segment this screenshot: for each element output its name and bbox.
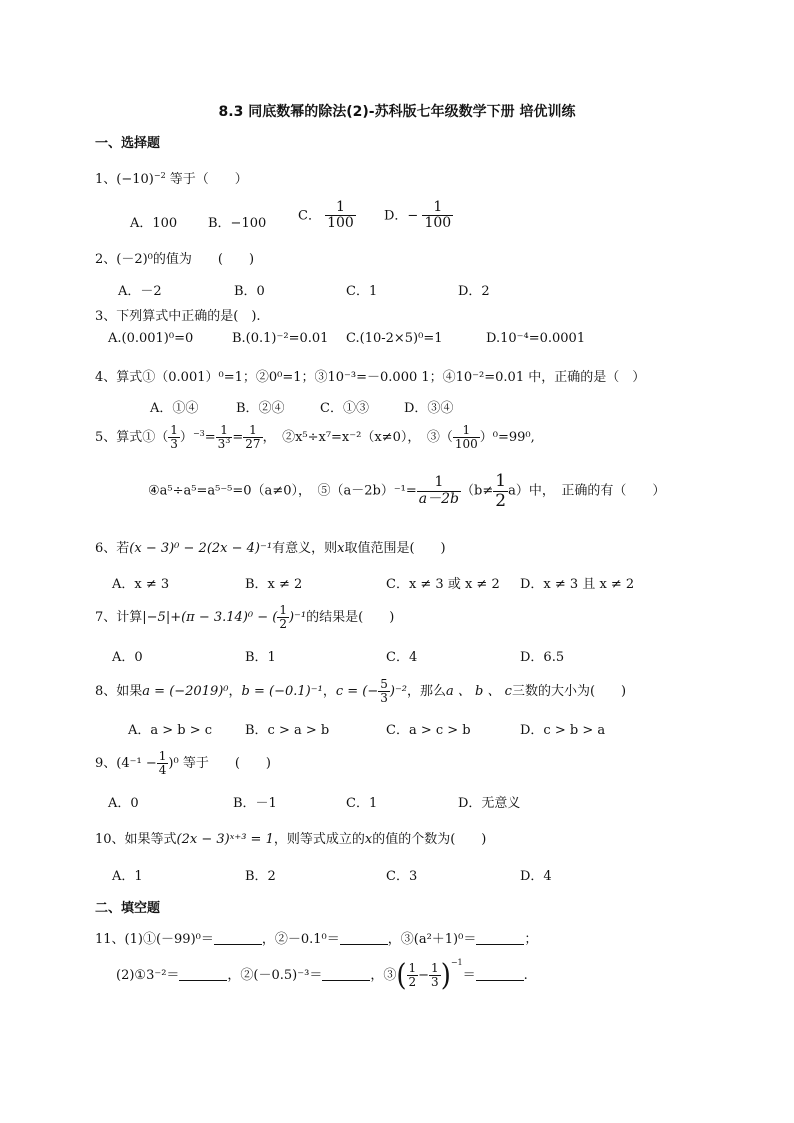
q11-l1c: ，③(a²＋1)⁰＝: [387, 932, 477, 947]
q8-frac: [378, 678, 390, 705]
question-8-stem: [95, 678, 626, 705]
q2-option-b: B．0: [234, 284, 265, 299]
q8-option-d: D．c > b > a: [520, 723, 606, 738]
q1-d-den: 100: [424, 215, 452, 232]
question-1-stem: [95, 168, 248, 187]
q11-blank-1[interactable]: [214, 932, 262, 945]
q5-27-den: 27: [245, 437, 261, 452]
q1-option-c: [298, 200, 356, 232]
q5-cube-base: 3: [217, 437, 226, 452]
q7-option-a: A．0: [112, 650, 143, 665]
q7-frac-den: 2: [279, 617, 287, 632]
q8-b-expr: b = (−0.1)⁻¹: [241, 684, 323, 700]
q9-option-c: C．1: [346, 796, 378, 811]
q5-frac-ab: [417, 475, 461, 507]
q1-option-d: [384, 200, 453, 232]
section-fill-heading: 二、填空题: [95, 901, 161, 916]
q8-stem-a: 8、如果: [95, 684, 143, 700]
question-11-line-1: [95, 928, 537, 947]
q8-option-b: B．c > a > b: [245, 723, 330, 738]
q11-minus: −: [418, 968, 430, 984]
q11-blank-5[interactable]: [322, 968, 370, 981]
q11-frac-half: [407, 962, 419, 989]
q8-frac-den: 3: [380, 691, 388, 706]
q3-option-c: C.(10-2×5)⁰=1: [346, 331, 443, 346]
q10-option-d: D．4: [520, 869, 552, 884]
q8-sep2: ，: [322, 684, 336, 700]
q8-option-c: C．a > c > b: [386, 723, 471, 738]
q5-cube-den: [216, 438, 233, 451]
q11-l1a: 11、(1)①(－99)⁰＝: [95, 932, 214, 947]
q5-frac-num: 1: [170, 423, 178, 437]
q11-end: .: [523, 968, 528, 984]
q8-c-expr-a: c = (−: [335, 684, 379, 700]
q6-var: x: [337, 541, 345, 556]
q9-frac: [157, 750, 169, 777]
q6-option-d: D．x ≠ 3 且 x ≠ 2: [520, 577, 635, 592]
q9-expr-b: )⁰: [168, 756, 179, 772]
q5-line2a: ④a⁵÷a⁵=a⁵⁻⁵=0（a≠0）， ⑤（a－2b）⁻¹=: [148, 483, 417, 499]
q1-option-b: B．−100: [208, 216, 267, 231]
q9-stem: 等于 ( ): [182, 756, 271, 772]
q1-exp: −2: [153, 171, 166, 180]
q11-close-paren: ): [440, 958, 451, 993]
q5-line2c: a）中， 正确的有（ ）: [508, 483, 666, 499]
q7-expr-b: )⁻¹: [288, 610, 307, 626]
q5-p3: ）⁰=99⁰,: [479, 430, 535, 446]
question-5-line-1: [95, 424, 535, 451]
q9-expr-a: (4⁻¹ −: [116, 756, 157, 772]
q1-option-c-fraction: [325, 200, 356, 232]
q10-option-c: C．3: [386, 869, 418, 884]
q4-option-c: C．①③: [320, 401, 369, 416]
q1-c-num: 1: [325, 200, 356, 216]
q5-100-den: 100: [454, 437, 478, 452]
question-10-stem: [95, 828, 486, 847]
q7-option-b: B．1: [245, 650, 276, 665]
q1-option-a: A．100: [130, 216, 178, 231]
q9-frac-den: 4: [158, 763, 167, 778]
q5-ab-num: 1: [417, 475, 461, 491]
q11-l2a: (2)①3⁻²＝: [116, 968, 180, 984]
q5-eq: =: [204, 430, 216, 446]
q8-frac-num: 5: [380, 677, 388, 691]
q11-frac-third: [429, 962, 441, 989]
q9-option-d: D．无意义: [458, 796, 521, 811]
q11-l2d: ＝: [462, 968, 476, 984]
q11-l1d: ；: [524, 932, 538, 947]
page-title: 8.3 同底数幂的除法(2)-苏科版七年级数学下册 培优训练: [218, 104, 576, 120]
q1-base: (−10): [116, 172, 154, 187]
question-11-line-2: [116, 958, 528, 993]
q11-open-paren: (: [396, 958, 407, 993]
q5-p2: ， ②x⁵÷x⁷=x⁻²（x≠0）， ③（: [262, 430, 453, 446]
question-5-line-2: [148, 472, 665, 510]
q7-option-c: C．4: [386, 650, 418, 665]
q5-frac-den: 3: [170, 437, 178, 452]
q11-blank-6[interactable]: [476, 968, 524, 981]
q8-a-expr: a = (−2019)⁰: [142, 684, 229, 700]
q5-cube-num: 1: [216, 424, 233, 438]
q4-option-b: B．②④: [236, 401, 285, 416]
q7-stem-b: 的结果是( ): [306, 610, 395, 626]
q8-stem-b: ，那么: [407, 684, 447, 700]
q7-option-d: D．6.5: [520, 650, 565, 665]
q1-option-c-label: C．: [298, 208, 321, 224]
q9-frac-num: 1: [158, 749, 167, 763]
q9-num: 9、: [95, 756, 117, 772]
q1-c-den: 100: [327, 215, 354, 232]
q11-l2c: ，③: [370, 968, 397, 984]
q5-frac-one-third: [168, 424, 180, 451]
q5-num: 5、算式①（: [95, 430, 169, 446]
q8-abc: a 、 b 、 c: [446, 684, 512, 700]
q1-option-d-fraction: [422, 200, 453, 232]
q6-stem-b: 有意义，则: [272, 541, 338, 556]
q11-third-num: 1: [431, 961, 439, 975]
q2-option-d: D．2: [458, 284, 490, 299]
section-choice-heading: 一、选择题: [95, 136, 161, 151]
question-3-stem: 3、下列算式中正确的是( ).: [95, 309, 261, 324]
q11-l2b: ，②(－0.5)⁻³＝: [227, 968, 323, 984]
q4-option-a: A．①④: [150, 401, 199, 416]
q5-p1: ）: [179, 430, 193, 446]
q10-var: x: [364, 832, 373, 847]
q3-option-b: B.(0.1)⁻²=0.01: [232, 331, 329, 346]
q5-half-num: 1: [495, 471, 507, 491]
q11-blank-4[interactable]: [179, 968, 227, 981]
q5-e1: −3: [192, 429, 205, 439]
q6-expr: (x − 3)⁰ − 2(2x − 4)⁻¹: [129, 541, 273, 556]
q11-l1b: ，②－0.1⁰＝: [261, 932, 340, 947]
question-9-stem: [95, 750, 271, 777]
q5-frac-100: [453, 424, 480, 451]
q6-option-c: C．x ≠ 3 或 x ≠ 2: [386, 577, 500, 592]
q9-option-b: B．－1: [233, 796, 277, 811]
q5-cube-exp: 3: [225, 436, 231, 446]
q8-option-a: A．a > b > c: [128, 723, 213, 738]
question-6-stem: [95, 537, 446, 556]
q11-half-den: 2: [408, 975, 417, 990]
q5-frac-cube: [216, 424, 233, 451]
q10-stem-b: ，则等式成立的: [273, 832, 365, 847]
q5-frac-half: [493, 472, 508, 510]
q6-stem-c: 取值范围是( ): [344, 541, 446, 556]
q6-option-b: B．x ≠ 2: [245, 577, 303, 592]
q10-option-a: A．1: [112, 869, 143, 884]
q1-d-num: 1: [422, 200, 453, 216]
q8-stem-c: 三数的大小为( ): [511, 684, 627, 700]
q2-option-a: A．－2: [118, 284, 162, 299]
q6-stem-a: 6、若: [95, 541, 130, 556]
q4-option-d: D．③④: [404, 401, 454, 416]
q10-expr: (2x − 3)ˣ⁺³ = 1: [176, 832, 274, 847]
q11-blank-3[interactable]: [476, 932, 524, 945]
q5-line2b: （b≠: [461, 483, 494, 499]
q10-stem-c: 的值的个数为( ): [372, 832, 487, 847]
q5-half-den: 2: [495, 490, 507, 511]
q8-c-expr-b: )⁻²: [389, 684, 408, 700]
q11-third-den: 3: [431, 975, 439, 990]
q6-option-a: A．x ≠ 3: [112, 577, 170, 592]
q7-frac: [277, 604, 289, 631]
q10-option-b: B．2: [245, 869, 276, 884]
q3-option-a: A.(0.001)⁰=0: [108, 331, 194, 346]
q1-option-d-label: D．−: [384, 208, 419, 224]
q11-half-num: 1: [408, 961, 417, 975]
q5-27-num: 1: [243, 424, 262, 438]
q5-frac-27: [243, 424, 262, 451]
question-2-stem: 2、(－2)⁰的值为 ( ): [95, 252, 255, 267]
q9-option-a: A．0: [108, 796, 139, 811]
q11-exp: −1: [450, 958, 463, 968]
q2-option-c: C．1: [346, 284, 378, 299]
q10-stem-a: 10、如果等式: [95, 832, 177, 847]
q11-blank-2[interactable]: [340, 932, 388, 945]
q8-sep1: ，: [228, 684, 242, 700]
q7-stem-a: 7、计算: [95, 610, 143, 626]
q1-num: 1、: [95, 172, 117, 187]
q7-frac-num: 1: [279, 603, 287, 617]
q1-text: 等于（ ）: [169, 172, 248, 187]
question-7-stem: [95, 604, 394, 631]
q7-expr-a: |−5|+(π − 3.14)⁰ − (: [142, 610, 278, 626]
question-4-stem: 4、算式①（0.001）⁰=1；②0⁰=1；③10⁻³=－0.000 1；④10⁻²=0.01 中，正确的是（ ）: [95, 370, 646, 385]
q5-eq2: =: [232, 430, 244, 446]
q5-ab-den: a－2b: [418, 490, 460, 507]
q5-100-num: 1: [453, 424, 480, 438]
q3-option-d: D.10⁻⁴=0.0001: [486, 331, 586, 346]
